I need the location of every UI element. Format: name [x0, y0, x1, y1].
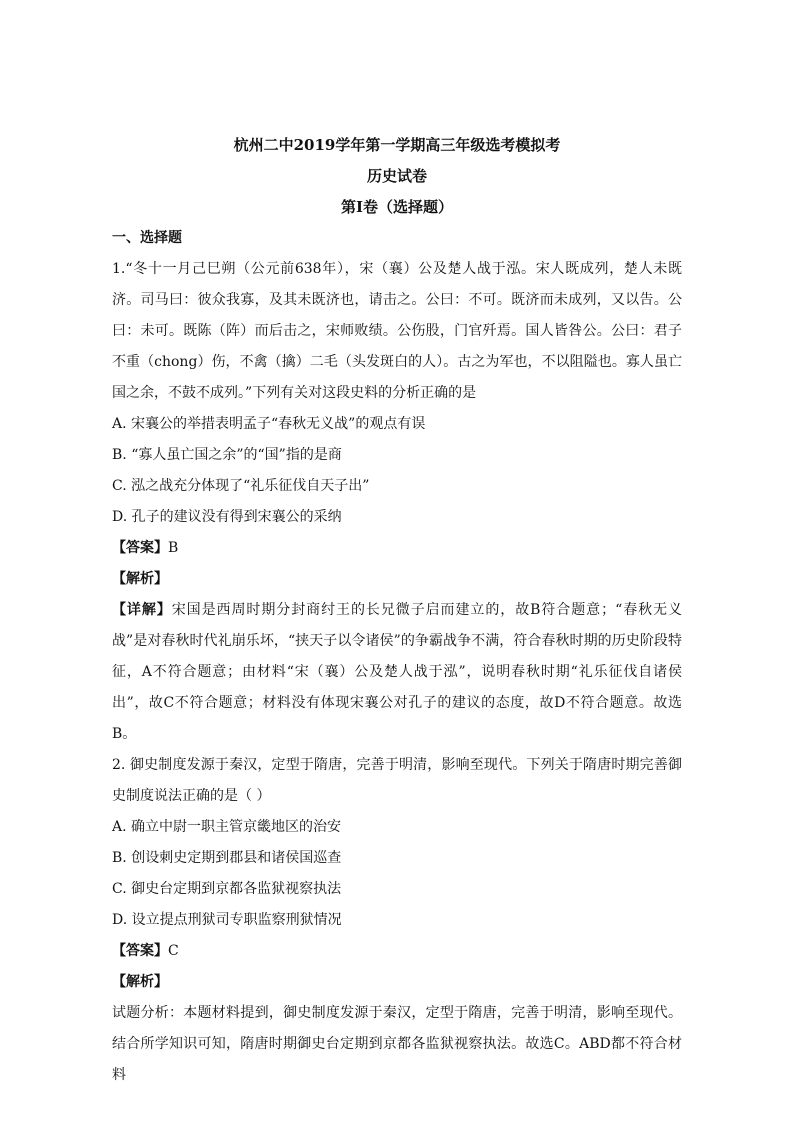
- question-1-answer: [112, 533, 682, 564]
- question-2-option-c: C. 御史台定期到京都各监狱视察执法: [112, 881, 342, 897]
- question-1-analysis: [112, 595, 682, 750]
- question-1-stem: 1.“冬十一月己巳朔（公元前638年），宋（襄）公及楚人战于泓。宋人既成列，楚人未既济。司马曰：彼众我寡，及其未既济也，请击之。公曰：不可。既济而未成列，又以告。公曰：未可。既陈（阵）而后击之，宋师败绩。公伤股，门官歼焉。国人皆咎公。公曰：君子不重（chong）伤，不禽（擒）二毛（头发斑白的人）。古之为军也，不以阻隘也。寡人虽亡国之余，不鼓不成列。”下列有关对这段史料的分析正确的是: [112, 261, 682, 401]
- question-2-stem: 2. 御史制度发源于秦汉，定型于隋唐，完善于明清，影响至现代。下列关于隋唐时期完善御史制度说法正确的是（ ）: [112, 757, 682, 804]
- exam-volume: 第Ⅰ卷（选择题）: [340, 198, 454, 216]
- question-1-answer-label: 【答案】: [112, 540, 168, 556]
- question-1-option-d: D. 孔子的建议没有得到宋襄公的采纳: [112, 509, 342, 525]
- exam-subject: 历史试卷: [366, 167, 427, 185]
- question-1-answer-value: B: [168, 540, 179, 556]
- question-2-answer-value: C: [168, 943, 179, 959]
- question-2-option-a: A. 确立中尉一职主管京畿地区的治安: [112, 819, 342, 835]
- question-1-option-c: C. 泓之战充分体现了“礼乐征伐自天子出”: [112, 478, 370, 494]
- exam-title: 杭州二中2019学年第一学期高三年级选考模拟考: [233, 136, 561, 154]
- question-1-detail-label: 【详解】: [112, 602, 172, 618]
- question-1-option-a: A. 宋襄公的举措表明孟子“春秋无义战”的观点有误: [112, 416, 426, 432]
- question-2-option-d: D. 设立提点刑狱司专职监察刑狱情况: [112, 912, 342, 928]
- question-2-answer: [112, 936, 682, 967]
- document-content: [112, 130, 682, 1091]
- question-1-analysis-label: 【解析】: [112, 571, 168, 587]
- question-2-option-b: B. 创设刺史定期到郡县和诸侯国巡查: [112, 850, 342, 866]
- section-title: 一、选择题: [112, 230, 182, 246]
- question-1-option-b: B. “寡人虽亡国之余”的“国”指的是商: [112, 447, 342, 463]
- question-1-analysis-text: 宋国是西周时期分封商纣王的长兄微子启而建立的，故B符合题意；“春秋无义战”是对春秋时代礼崩乐坏，“挟天子以令诸侯”的争霸战争不满，符合春秋时期的历史阶段特征，A不符合题意；由材料“宋（襄）公及楚人战于泓”，说明春秋时期“礼乐征伐自诸侯出”，故C不符合题意；材料没有体现宋襄公对孔子的建议的态度，故D不符合题意。故选B。: [112, 602, 683, 742]
- question-2-analysis-label: 【解析】: [112, 974, 168, 990]
- question-2-analysis: 试题分析：本题材料提到，御史制度发源于秦汉，定型于隋唐，完善于明清，影响至现代。结合所学知识可知，隋唐时期御史台定期到京都各监狱视察执法。故选C。ABD都不符合材料: [112, 1005, 682, 1083]
- question-2-answer-label: 【答案】: [112, 943, 168, 959]
